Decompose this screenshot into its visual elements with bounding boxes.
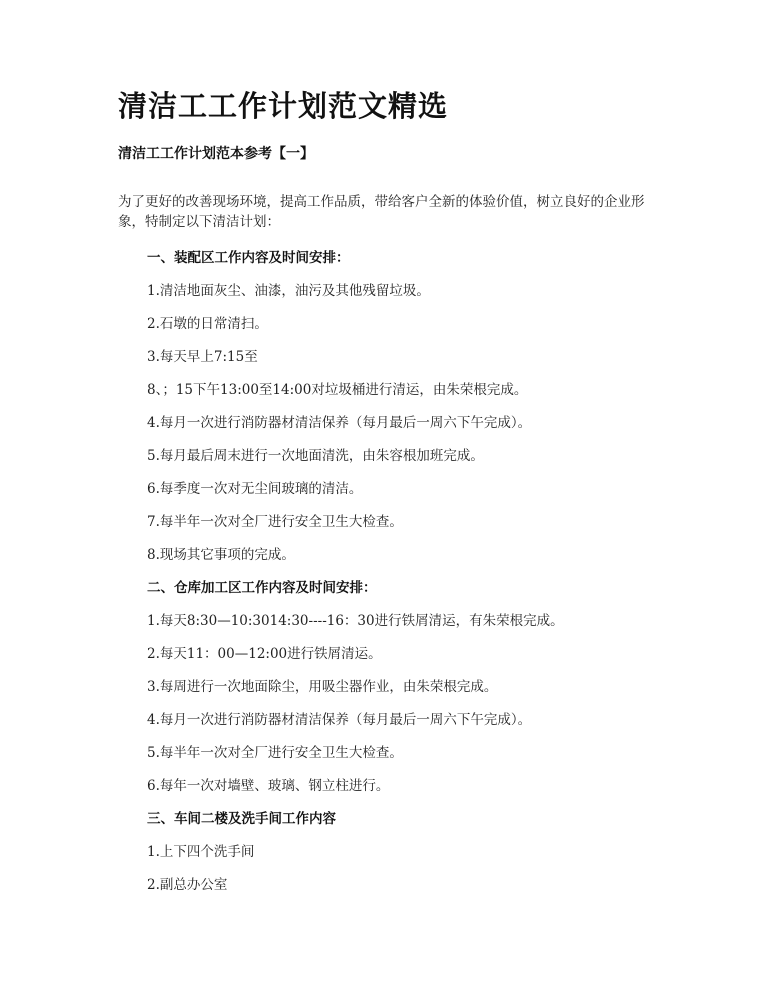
list-item: 6.每季度一次对无尘间玻璃的清洁。	[147, 481, 363, 497]
list-item: 4.每月一次进行消防器材清洁保养（每月最后一周六下午完成）。	[147, 712, 532, 728]
list-item: 2.石墩的日常清扫。	[147, 316, 268, 332]
list-item: 3.每天早上7:15至	[147, 349, 258, 365]
section-heading-2: 二、仓库加工区工作内容及时间安排：	[147, 580, 377, 596]
list-item: 2.副总办公室	[147, 877, 228, 893]
list-item: 8、；15下午13:00至14:00对垃圾桶进行清运，由朱荣根完成。	[147, 382, 528, 398]
list-item: 5.每半年一次对全厂进行安全卫生大检查。	[147, 745, 403, 761]
list-item: 8.现场其它事项的完成。	[147, 547, 295, 563]
list-item: 5.每月最后周末进行一次地面清洗，由朱容根加班完成。	[147, 448, 484, 464]
list-item: 2.每天11：00—12:00进行铁屑清运。	[147, 646, 382, 662]
list-item: 3.每周进行一次地面除尘，用吸尘器作业，由朱荣根完成。	[147, 679, 498, 695]
list-item: 7.每半年一次对全厂进行安全卫生大检查。	[147, 514, 403, 530]
section-heading-1: 一、装配区工作内容及时间安排：	[147, 250, 350, 266]
list-item: 1.清洁地面灰尘、油漆，油污及其他残留垃圾。	[147, 283, 430, 299]
list-item: 1.上下四个洗手间	[147, 844, 255, 860]
list-item: 6.每年一次对墙壁、玻璃、钢立柱进行。	[147, 778, 390, 794]
list-item: 4.每月一次进行消防器材清洁保养（每月最后一周六下午完成）。	[147, 415, 532, 431]
section-heading-3: 三、车间二楼及洗手间工作内容	[147, 811, 336, 827]
intro-paragraph: 为了更好的改善现场环境，提高工作品质，带给客户全新的体验价值，树立良好的企业形象，特制定以下清洁计划：	[118, 194, 645, 230]
document-subtitle: 清洁工工作计划范本参考【一】	[118, 146, 314, 162]
document-title: 清洁工工作计划范文精选	[118, 89, 449, 123]
list-item: 1.每天8:30—10:3014:30----16：30进行铁屑清运，有朱荣根完成。	[147, 613, 564, 629]
